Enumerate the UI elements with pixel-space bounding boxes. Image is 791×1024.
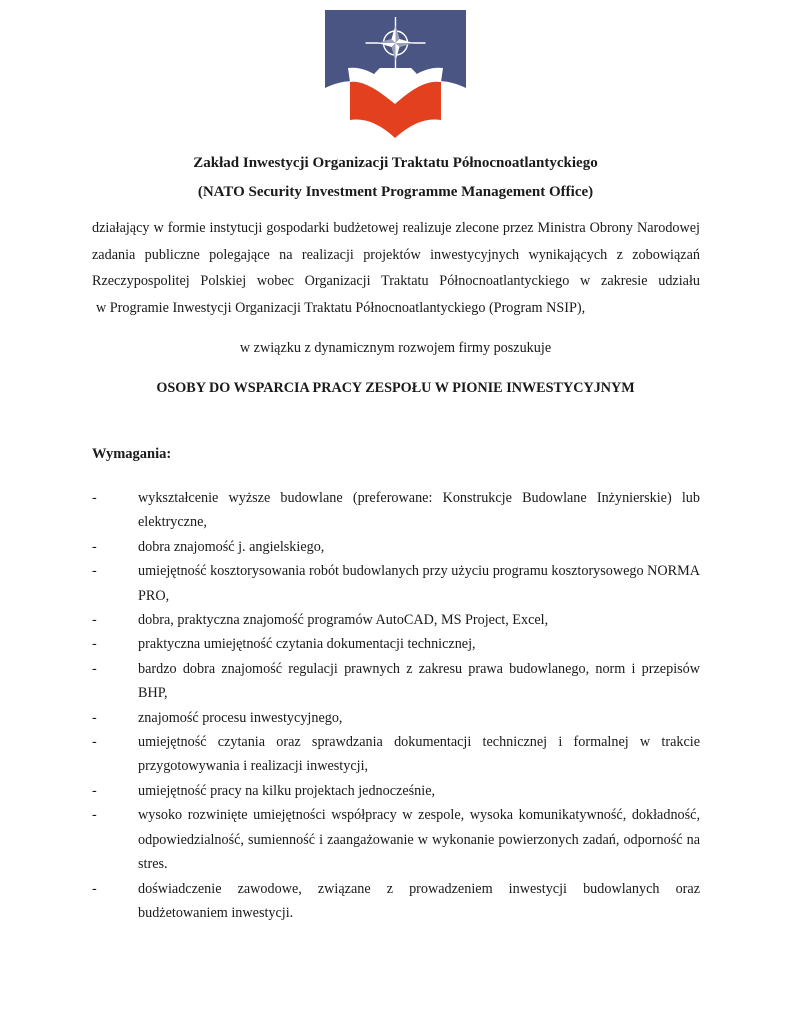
list-item [92, 486, 700, 535]
bullet-dash: - [92, 490, 97, 506]
intro-line: działający w formie instytucji gospodarki budżetowej realizuje zlecone przez Ministra Obrony Narodowej [92, 220, 700, 236]
intro-line: w Programie Inwestycji Organizacji Traktatu Północnoatlantyckiego (Program NSIP), [96, 299, 586, 316]
list-item [92, 730, 700, 779]
bullet-dash: - [92, 660, 97, 677]
bullet-dash: - [92, 709, 97, 726]
bullet-dash: - [92, 782, 97, 799]
list-item [92, 706, 700, 730]
requirement-text: umiejętność pracy na kilku projektach jednocześnie, [138, 782, 436, 799]
org-name: Zakład Inwestycji Organizacji Traktatu Północnoatlantyckiego [193, 155, 598, 171]
requirement-text: wysoko rozwinięte umiejętności współpracy w zespole, wysoka komunikatywność, dokładność, odpowiedzialność, sumienność i zaangażowanie w wykonanie powierzonych zadań, odporność na stres. [138, 807, 700, 873]
position-title: OSOBY DO WSPARCIA PRACY ZESPOŁU W PIONIE INWESTYCYJNYM [156, 380, 635, 396]
nato-nsip-logo [323, 10, 468, 138]
bullet-dash: - [92, 636, 97, 653]
requirement-text: umiejętność czytania oraz sprawdzania dokumentacji technicznej i formalnej w trakcie przygotowywania i realizacji inwestycji, [138, 734, 700, 775]
bullet-dash: - [92, 734, 97, 751]
subline: w związku z dynamicznym rozwojem firmy poszukuje [239, 340, 552, 356]
bullet-dash: - [92, 612, 97, 629]
requirement-text: wykształcenie wyższe budowlane (preferowane: Konstrukcje Budowlane Inżynierskie) lub elektryczne, [138, 490, 700, 531]
list-item [92, 559, 700, 608]
intro-line: zadania publiczne polegające na realizacji projektów inwestycyjnych wynikających z zobowiązań [92, 246, 700, 263]
org-name-en: (NATO Security Investment Programme Management Office) [197, 184, 594, 200]
bullet-dash: - [92, 807, 97, 824]
requirement-text: dobra, praktyczna znajomość programów AutoCAD, MS Project, Excel, [138, 612, 549, 629]
list-item [92, 535, 700, 559]
bullet-dash: - [92, 563, 97, 580]
intro-paragraph [92, 215, 700, 321]
requirement-text: dobra znajomość j. angielskiego, [138, 538, 325, 555]
requirement-text: znajomość procesu inwestycyjnego, [138, 709, 343, 726]
list-item [92, 608, 700, 632]
bullet-dash: - [92, 880, 97, 897]
intro-line: Rzeczypospolitej Polskiej wobec Organizacji Traktatu Północnoatlantyckiego w zakresie udziału [92, 273, 700, 289]
requirement-text: doświadczenie zawodowe, związane z prowadzeniem inwestycji budowlanych oraz budżetowaniem inwestycji. [138, 880, 700, 921]
bullet-dash: - [92, 538, 97, 555]
requirement-text: praktyczna umiejętność czytania dokumentacji technicznej, [138, 636, 476, 653]
list-item [92, 803, 700, 876]
requirement-text: bardzo dobra znajomość regulacji prawnych z zakresu prawa budowlanego, norm i przepisów BHP, [138, 660, 700, 702]
list-item [92, 632, 700, 656]
list-item [92, 657, 700, 706]
requirement-text: umiejętność kosztorysowania robót budowlanych przy użyciu programu kosztorysowego NORMA PRO, [138, 563, 700, 604]
list-item [92, 779, 700, 803]
requirements-title: Wymagania: [92, 446, 172, 462]
list-item [92, 877, 700, 926]
requirements-list [92, 486, 700, 925]
